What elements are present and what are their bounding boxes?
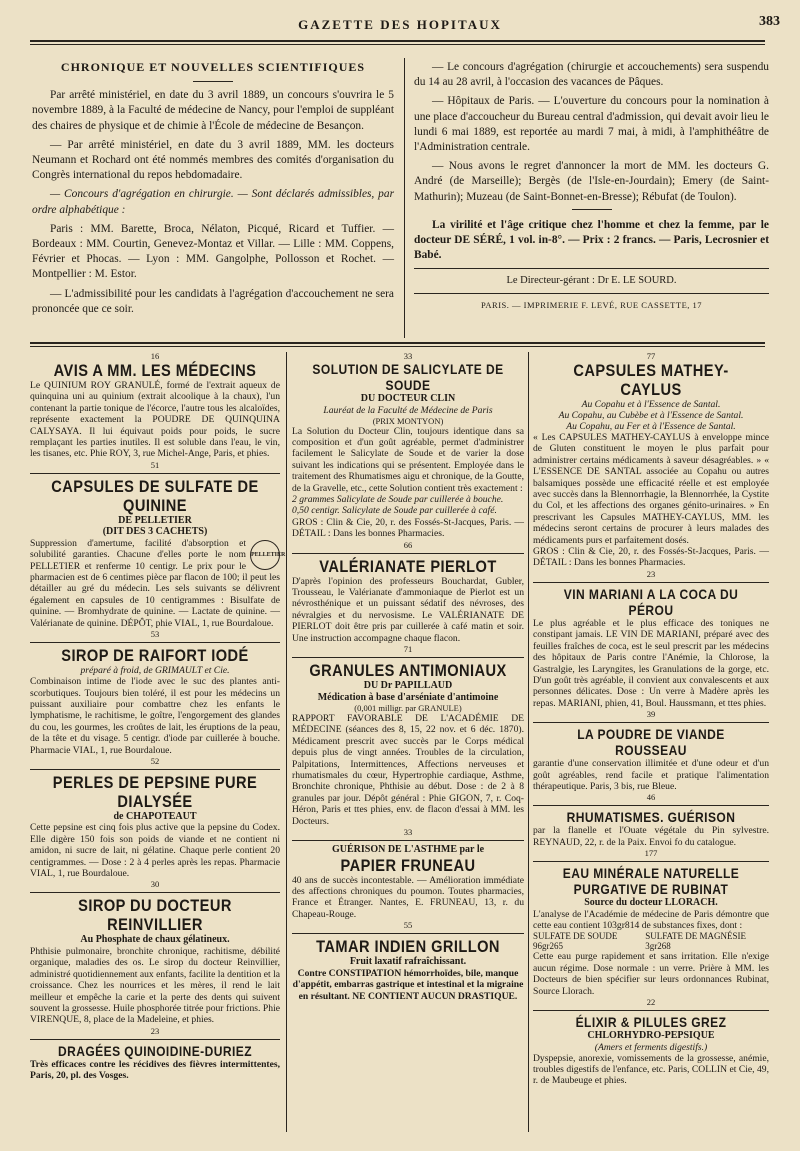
mineral-table [533, 931, 769, 951]
ad-number: 39 [646, 709, 656, 720]
ad-heading: GRANULES ANTIMONIAUX [309, 661, 507, 680]
ads-column-3 [533, 351, 769, 1087]
gerant-rule [414, 268, 769, 269]
ad-subheading: Au Phosphate de chaux gélatineux. [80, 934, 230, 946]
ad-footer: GROS : Clin & Cie, 20, r. des Fossés-St-Jacques, Paris. — DÉTAIL : Dans les bonnes Pharmacies. [292, 516, 524, 540]
ad-separator [30, 1039, 280, 1040]
chronique-para-1: Par arrêté ministériel, en date du 3 avril 1889, un concours s'ouvrira le 5 novembre 1889, à la Faculté de médecine de Nancy, pour l'emploi de suppléant des chaires de physique et de chimie à l'École de médecine de Besançon. [32, 89, 394, 132]
book-notice: La virilité et l'âge critique chez l'homme et chez la femme, par le docteur DE SÉRÉ, 1 vol. in-8°. — Prix : 2 francs. — Paris, Lecrosnier et Babé. [414, 218, 769, 262]
ad-number: 33 [403, 827, 413, 838]
pelletier-seal: PELLETIER [250, 540, 280, 570]
chronique-para-4: Paris : MM. Barette, Broca, Nélaton, Picqué, Ricard et Tuffier. — Bordeaux : MM. Courtin, Genevez-Montaz et Villar. — Lille : MM. Coppens, Février et Phocas. — Lyon : MM. Gangolphe, Pollosson et Rochet. — Montpellier : M. Estor. [32, 222, 394, 281]
ad-subheading: Source du docteur LLORACH. [584, 897, 718, 909]
ad-separator [292, 840, 524, 841]
ad-body: Le QUINIUM ROY GRANULÉ, formé de l'extrait aqueux de quinquina uni au quinium (extrait alcoolique à la chaux), l'un contenant la partie tonique de l'écorce, l'autre tous les alcaloïdes, représente exactement la POUDRE DE QUINQUINA CALYSAYA. Il lui équivaut poids pour poids, le sucre remplaçant les parties inutiles. Il est soluble dans l'eau, le vin, les tisanes, etc. Phie ROY, 3, rue Michel-Ange, Paris, et phies. [30, 380, 280, 460]
ad-body: Cette eau purge rapidement et sans irritation. Elle n'exige aucun régime. Dose normale : un verre. Prière à MM. les Docteurs de bien spécifier sur leurs ordonnances Rubinat, Source Llorach. [533, 951, 769, 997]
ad-separator [533, 1010, 769, 1011]
page-header [20, 14, 780, 36]
ad-dose: 2 grammes Salicylate de Soude par cuillerée à bouche. [292, 493, 504, 505]
chronique-column [32, 54, 394, 321]
page-number: 383 [759, 14, 780, 29]
ad-separator [292, 553, 524, 554]
ad-body: Phthisie pulmonaire, bronchite chronique, rachitisme, débilité organique, maladies des os. Le sirop du docteur Reinvillier, administré quotidiennement aux enfants, facilite la dentition et la croissance. Chez les nourrices et les mères, il rend le lait meilleur et empêche la carie et la perte des dents qui suivent souvent la grossesse. Huile phosphorée titrée pour frictions. Phie VIRENQUE, 8, place de la Madeleine, et phies. [30, 945, 280, 1026]
ad-body: Dyspepsie, anorexie, vomissements de la grossesse, anémie, troubles digestifs de l'enfance, etc. Paris, COLLIN et Cie, 49, r. de Maubeuge et phies. [533, 1052, 769, 1087]
ad-separator [533, 805, 769, 806]
ad-heading: SOLUTION DE SALICYLATE DE SOUDE [312, 361, 504, 393]
ads-top-rule-thin [30, 346, 765, 347]
ad-heading: CAPSULES DE SULFATE DE QUININE [51, 476, 259, 515]
ad-number: 51 [150, 459, 160, 470]
ad-number: 22 [646, 997, 656, 1008]
ad-body: Suppression d'amertume, facilité d'absorption et solubilité garanties. Chacune d'elles porte le nom PELLETIER et renferme 10 centigr. Le prix pour le pharmacien est de 6 centimes pièce par flacon de 100; il peut les détailler au gré du médecin. Les sels suivants se délivrent également en capsules de 10 centigrammes : Bisulfate de quinine. — Bromhydrate de quinine. — Lactate de quinine. — Valérianate de quinine. DÉPÔT, phie VIAL, 1, rue Bourdaloue. [30, 537, 280, 629]
ad-body: L'analyse de l'Académie de médecine de Paris démontre que cette eau contient 103gr814 de substances fixes, dont : [533, 908, 769, 932]
ad-subheading: DU Dr PAPILLAUD [363, 680, 453, 691]
ads-top-rule [30, 342, 765, 344]
news-column [414, 60, 769, 313]
ad-heading: TAMAR INDIEN GRILLON [316, 937, 500, 957]
ad-heading: ÉLIXIR & PILULES GREZ [575, 1014, 727, 1031]
ads-divider-1 [286, 352, 287, 1132]
chronique-para-3: — Concours d'agrégation en chirurgie. — Sont déclarés admissibles, par ordre alphabétique : [32, 188, 394, 216]
ad-heading: VALÉRIANATE PIERLOT [319, 556, 497, 576]
ad-body: Combinaison intime de l'iode avec le suc des plantes anti-scorbutiques. Toujours bien toléré, il est pour les médecins un puissant auxiliaire pour combattre chez les enfants le lymphatisme, le rachitisme, le goître, l'engorgement des glandes du cou, les gourmes, les croûtes de lait, les éruptions de la peau, de la tête et du visage. 5 centigr. d'iode par cuillerée à bouche. Pharmacie VIAL, 1, rue Bourdaloue. [30, 676, 280, 756]
ad-heading: GUÉRISON DE L'ASTHME par le [331, 844, 485, 856]
ad-subheading: (Amers et ferments digestifs.) [594, 1041, 708, 1053]
ads-column-1 [30, 351, 286, 1082]
ad-subheading: Fruit laxatif rafraîchissant. [349, 956, 467, 968]
ad-number: 77 [646, 351, 656, 361]
ad-subheading: Lauréat de la Faculté de Médecine de Paris [323, 404, 493, 416]
ad-subheading: (PRIX MONTYON) [372, 415, 444, 426]
ad-heading: EAU MINÉRALE NATURELLE PURGATIVE DE RUBINAT [562, 865, 740, 898]
ad-body: « Les CAPSULES MATHEY-CAYLUS à enveloppe mince de Gluten constituent le moyen le plus parfait pour administrer certains médicaments à saveur désagréables. » « L'ESSENCE DE SANTAL associée au Copahu ou autres balsamiques possède une efficacité réelle et est employée avec succès dans la Blennorrhagie, la Blennorrhée, la Cystite du Col, et les affections des organes génito-urinaires. » En prescrivant les Capsules MATHEY-CAYLUS, MM. les médecins seront certains de procurer à leurs malades des médicaments purs et parfaitement dosés. [533, 432, 769, 546]
ad-separator [292, 933, 524, 934]
ad-heading: CAPSULES MATHEY-CAYLUS [573, 361, 729, 399]
ad-heading: LA POUDRE DE VIANDE ROUSSEAU [577, 726, 725, 759]
ad-footer: GROS : Clin & Cie, 20, r. des Fossés-St-Jacques, Paris. — DÉTAIL : Dans les bonnes Pharmacies. [533, 546, 769, 569]
running-title: GAZETTE DES HOPITAUX [298, 17, 502, 32]
ad-body: Cette pepsine est cinq fois plus active que la pepsine du Codex. Elle digère 150 fois son poids de viande et ne contient ni amidon, ni sucre de lait, ni gélatine. Chaque perle contient 20 centigrammes. — Dose : 2 à 4 perles après les repas. Pharmacie VIAL, 1, rue Bourdaloue. [30, 822, 280, 880]
ad-subheading: CHLORHYDRO-PEPSIQUE [587, 1030, 715, 1042]
ad-heading: RHUMATISMES. GUÉRISON [566, 809, 736, 826]
ad-body: garantie d'une conservation illimitée et d'une odeur et d'un goût agréables, rend facile et pratique l'alimentation thérapeutique. Paris, 3 bis, rue Bleue. [533, 758, 769, 792]
ads-column-2 [292, 351, 524, 1002]
ad-subheading: préparé à froid, de GRIMAULT et Cie. [80, 665, 230, 677]
ad-number: 30 [150, 879, 160, 890]
ads-divider-2 [528, 352, 529, 1132]
ad-body: 40 ans de succès incontestable. — Amélioration immédiate des affections chroniques du poumon. Toutes pharmacies, France et Étranger. Nantes, E. FRUNEAU, 13, r. du Chapeau-Rouge. [292, 874, 524, 920]
ad-number: 177 [644, 848, 658, 859]
ad-number: 16 [150, 351, 160, 361]
ad-subheading: Au Copahu et à l'Essence de Santal. [581, 399, 721, 410]
ad-separator [533, 861, 769, 862]
ad-body: Contre CONSTIPATION hémorrhoïdes, bile, manque d'appétit, embarras gastrique et intestinal et la migraine en résultant. NE CONTIENT AUCUN DRASTIQUE. [292, 967, 524, 1002]
ad-separator [533, 582, 769, 583]
news-dash [572, 209, 612, 210]
ad-heading: DRAGÉES QUINOIDINE-DURIEZ [57, 1042, 253, 1059]
ad-number: 55 [403, 920, 413, 931]
ad-heading: SIROP DE RAIFORT IODÉ [61, 646, 249, 666]
chronique-para-2: — Par arrêté ministériel, en date du 3 avril 1889, MM. les docteurs Neumann et Rochard ont été nommés membres des comités d'organisation du Congrès international du repos hebdomadaire. [32, 138, 394, 182]
chronique-para-5: — L'admissibilité pour les candidats à l'agrégation d'accouchement ne sera prononcée que ce soir. [32, 287, 394, 315]
ad-body: par la flanelle et l'Ouate végétale du Pin sylvestre. REYNAUD, 22, r. de la Paix. Envoi fo du catalogue. [533, 825, 769, 848]
ad-subheading: Au Copahu, au Fer et à l'Essence de Santal. [566, 421, 736, 432]
ad-subheading: Au Copahu, au Cubèbe et à l'Essence de Santal. [558, 410, 744, 421]
ad-separator [30, 642, 280, 643]
header-rule [30, 40, 765, 42]
news-para-2: — Hôpitaux de Paris. — L'ouverture du concours pour la nomination à une place d'accoucheur du Bureau central d'admission, qui devait avoir lieu le lundi 6 mai 1889, est reportée au mardi 7 mai, à midi, à l'amphithéâtre de l'Administration centrale. [414, 95, 769, 154]
ad-body: RAPPORT FAVORABLE DE L'ACADÉMIE DE MÉDECINE (séances des 8, 15, 22 nov. et 6 déc. 1870). Médicament prescrit avec succès par le Corps médical depuis plus de vingt années. Troubles de la circulation, Palpitations, Intermittences, Affections nerveuses et rhumatismales du cœur, Hypertrophie cardiaque, Asthme, Bronchite chronique, Phthisie au début. Dose : de 2 à 8 granules par jour. Dépôt général : Phie GIGON, 7, r. Coq-Héron, Paris et ttes phies, env. de flacon d'essai à MM. les Docteurs. [292, 713, 524, 827]
ad-number: 53 [150, 629, 160, 640]
ad-separator [292, 657, 524, 658]
ad-body: La Solution du Docteur Clin, toujours identique dans sa composition et d'un goût agréable, permet d'administrer facilement le Salicylate de Soude et de varier la dose suivant les indications qui se présentent. Employée dans le traitement des Rhumatismes aigu et chronique, de la Goutte, de la Gravelle, etc., cette Solution contient très exactement : [292, 425, 524, 494]
ad-heading: PERLES DE PEPSINE PURE DIALYSÉE [52, 772, 258, 811]
ad-heading: VIN MARIANI A LA COCA DU PÉROU [563, 585, 739, 618]
mineral-sulfate-magnesie: SULFATE DE MAGNÉSIE 3gr268 [645, 931, 747, 952]
column-divider [404, 58, 405, 338]
ad-subheading: DU DOCTEUR CLIN [360, 393, 456, 404]
ad-body: Le plus agréable et le plus efficace des toniques ne constipant jamais. LE VIN DE MARIANI, préparé avec des feuilles fraîches de coca, est le seul prescrit par les médecins des hôpitaux de Paris contre l'Anémie, la Chlorose, la Gastralgie, les Laryngites, les Granulations de la gorge, etc. D'un goût très agréable, il convient aux convalescents et aux personnes délicates. Dose : Un verre à Madère après les repas. MARIANI, phien, 41, Boul. Haussmann, et ttes phies. [533, 617, 769, 709]
ad-number: 23 [646, 568, 656, 579]
ad-separator [30, 892, 280, 893]
ad-number: 46 [646, 792, 656, 803]
ad-subheading: (DIT DES 3 CACHETS) [102, 526, 208, 538]
ad-body: D'après l'opinion des professeurs Bouchardat, Gubler, Trousseau, le Valérianate d'ammoniaque de Pierlot est un névrosthénique et un puissant sédatif des névroses, des névralgies et du nervosisme. Le VALÉRIANATE DE PIERLOT doit être pris par cuillerée à café matin et soir. Une instruction accompagne chaque flacon. [292, 575, 524, 644]
ad-subheading: DE PELLETIER [118, 514, 192, 526]
imprimerie: PARIS. — IMPRIMERIE F. LEVÉ, RUE CASSETTE, 17 [480, 299, 703, 310]
ad-subheading: (0,001 milligr. par GRANULE) [354, 703, 462, 713]
ad-subheading: de CHAPOTEAUT [113, 810, 197, 822]
news-para-3: — Nous avons le regret d'annoncer la mort de MM. les docteurs G. André (de Marseille); Bergès (de l'Isle-en-Jourdain); Emery (de Saint-Mathurin); Muzeau (de Saint-Bonnet-en-Bresse); Rébufat (de Toulon). [414, 160, 769, 203]
ad-subheading: Médication à base d'arséniate d'antimoine [317, 691, 499, 703]
ad-dose: 0,50 centigr. Salicylate de Soude par cuillerée à café. [292, 505, 497, 517]
ad-heading: PAPIER FRUNEAU [340, 855, 476, 875]
ad-heading: SIROP DU DOCTEUR REINVILLIER [78, 896, 232, 935]
ad-body: Très efficaces contre les récidives des fièvres intermittentes, Paris, 20, pl. des Vosges. [30, 1058, 280, 1082]
mineral-sulfate-soude: SULFATE DE SOUDE 96gr265 [533, 931, 618, 952]
ad-separator [30, 769, 280, 770]
header-rule-thin [30, 44, 765, 45]
ad-heading: AVIS A MM. LES MÉDECINS [53, 361, 257, 380]
news-para-1: — Le concours d'agrégation (chirurgie et accouchements) sera suspendu du 14 au 28 avril, à l'occasion des vacances de Pâques. [414, 61, 769, 89]
title-dash [193, 81, 233, 82]
ad-number: 52 [150, 755, 160, 766]
ad-number: 66 [403, 539, 413, 550]
ad-separator [30, 473, 280, 474]
ad-number: 33 [403, 351, 413, 361]
director-gerant: Le Directeur-gérant : Dr E. LE SOURD. [506, 275, 677, 287]
imprimerie-rule [414, 293, 769, 294]
chronique-title: CHRONIQUE ET NOUVELLES SCIENTIFIQUES [60, 60, 366, 74]
ad-separator [533, 722, 769, 723]
ad-number: 23 [150, 1025, 160, 1036]
ad-number: 71 [403, 644, 413, 654]
